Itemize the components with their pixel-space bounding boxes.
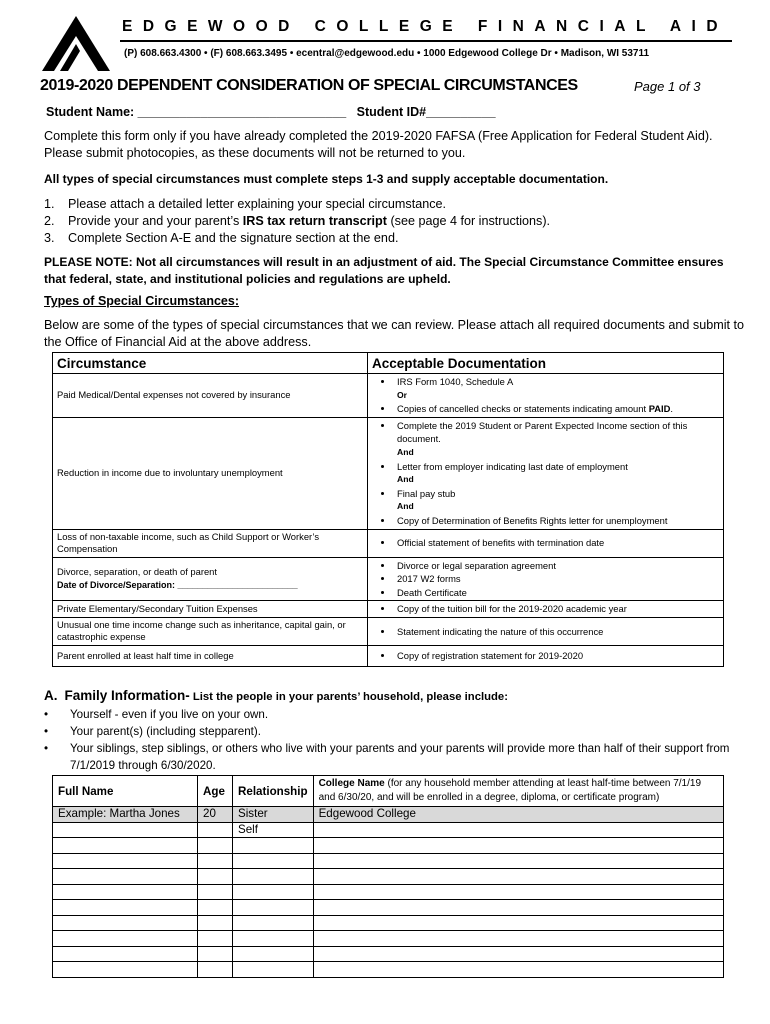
below-text: Below are some of the types of special circumstances that we can review. Please attach all required documents and submit to the Office of Financial Aid at the above address. <box>44 318 745 349</box>
college-cell: Edgewood College <box>313 807 723 823</box>
table-row[interactable] <box>53 900 724 916</box>
name-cell[interactable] <box>53 900 198 916</box>
table-row <box>53 374 724 418</box>
college-cell[interactable] <box>313 853 723 869</box>
table-row <box>53 617 724 645</box>
table-header-row <box>53 353 724 374</box>
relationship-cell[interactable] <box>233 946 314 962</box>
student-name-field[interactable]: Student Name: ______________________________ <box>46 105 347 119</box>
step-item: 2. Provide your and your parent’s IRS tax return transcript (see page 4 for instructions). <box>44 214 551 228</box>
circumstance-header: Circumstance <box>53 353 368 374</box>
documentation-cell: • Statement indicating the nature of this occurrence <box>368 617 724 645</box>
table-row <box>53 601 724 618</box>
age-cell[interactable] <box>198 931 233 947</box>
page-title: 2019-2020 DEPENDENT CONSIDERATION OF SPECIAL CIRCUMSTANCES <box>40 77 578 94</box>
age-cell[interactable] <box>198 869 233 885</box>
name-cell[interactable] <box>53 853 198 869</box>
relationship-cell[interactable] <box>233 931 314 947</box>
circumstance-cell: Paid Medical/Dental expenses not covered by insurance <box>53 374 368 418</box>
relationship-header: Relationship <box>233 776 314 807</box>
age-cell[interactable] <box>198 946 233 962</box>
documentation-cell: • IRS Form 1040, Schedule A Or • Copies of cancelled checks or statements indicating amount PAID. <box>368 374 724 418</box>
relationship-cell[interactable] <box>233 853 314 869</box>
table-row <box>53 417 724 529</box>
section-a-heading: A. Family Information- List the people in your parents’ household, please include: <box>44 688 508 703</box>
please-note: PLEASE NOTE: Not all circumstances will result in an adjustment of aid. The Special Circumstance Committee ensures that federal, state, and institutional policies and regulations are upheld. <box>44 255 724 286</box>
table-row[interactable] <box>53 931 724 947</box>
college-cell[interactable] <box>313 822 723 838</box>
college-cell[interactable] <box>313 946 723 962</box>
circumstance-cell: Loss of non-taxable income, such as Child Support or Worker’s Compensation <box>53 529 368 557</box>
relationship-cell: Sister <box>233 807 314 823</box>
circumstance-cell: Private Elementary/Secondary Tuition Expenses <box>53 601 368 618</box>
relationship-cell[interactable] <box>233 869 314 885</box>
student-id-field[interactable]: Student ID#__________ <box>356 105 496 119</box>
name-cell[interactable] <box>53 884 198 900</box>
college-name-header: College Name (for any household member attending at least half-time between 7/1/19 and 6/30/20, and will be enrolled in a degree, diploma, or certificate program) <box>313 776 723 807</box>
age-cell[interactable] <box>198 915 233 931</box>
age-cell[interactable] <box>198 822 233 838</box>
step-item: 3. Complete Section A-E and the signature section at the end. <box>44 231 399 245</box>
student-line <box>46 105 496 119</box>
age-cell[interactable] <box>198 853 233 869</box>
college-cell[interactable] <box>313 962 723 978</box>
header-rule <box>120 40 732 42</box>
list-item: • Your parent(s) (including stepparent). <box>44 725 261 738</box>
college-cell[interactable] <box>313 869 723 885</box>
college-cell[interactable] <box>313 838 723 854</box>
step-item: 1. Please attach a detailed letter explaining your special circumstance. <box>44 197 447 211</box>
age-cell: 20 <box>198 807 233 823</box>
table-row[interactable] <box>53 915 724 931</box>
edgewood-logo-icon <box>40 14 112 72</box>
college-name: EDGEWOOD COLLEGE FINANCIAL AID <box>122 18 729 35</box>
table-row[interactable] <box>53 884 724 900</box>
table-row[interactable] <box>53 838 724 854</box>
name-cell[interactable] <box>53 915 198 931</box>
age-cell[interactable] <box>198 900 233 916</box>
circumstance-cell: Divorce, separation, or death of parent Date of Divorce/Separation: ________________________ <box>53 557 368 601</box>
family-header-row <box>53 776 724 807</box>
relationship-cell[interactable] <box>233 915 314 931</box>
circumstance-cell: Unusual one time income change such as inheritance, capital gain, or catastrophic expense <box>53 617 368 645</box>
college-contact: (P) 608.663.4300 • (F) 608.663.3495 • ecentral@edgewood.edu • 1000 Edgewood College Dr • Madison, WI 53711 <box>124 48 650 59</box>
table-row[interactable] <box>53 962 724 978</box>
age-cell[interactable] <box>198 838 233 854</box>
table-row[interactable] <box>53 822 724 838</box>
age-header: Age <box>198 776 233 807</box>
documentation-header: Acceptable Documentation <box>368 353 724 374</box>
name-cell[interactable] <box>53 869 198 885</box>
name-cell[interactable] <box>53 946 198 962</box>
table-row <box>53 557 724 601</box>
age-cell[interactable] <box>198 962 233 978</box>
age-cell[interactable] <box>198 884 233 900</box>
documentation-cell: • Divorce or legal separation agreement • 2017 W2 forms • Death Certificate <box>368 557 724 601</box>
table-row[interactable] <box>53 869 724 885</box>
family-table <box>52 775 724 978</box>
documentation-cell: • Official statement of benefits with termination date <box>368 529 724 557</box>
circumstances-table <box>52 352 724 667</box>
circumstance-cell: Reduction in income due to involuntary unemployment <box>53 417 368 529</box>
types-heading: Types of Special Circumstances: <box>44 294 239 308</box>
name-cell[interactable] <box>53 838 198 854</box>
college-cell[interactable] <box>313 915 723 931</box>
divorce-date-field[interactable]: Date of Divorce/Separation: ________________________ <box>57 580 298 591</box>
section-a-bullets <box>44 706 744 774</box>
list-item: • Your siblings, step siblings, or others who live with your parents and your parents will provide more than half of their support from 7/1/2019 through 6/30/2020. <box>44 742 730 772</box>
college-cell[interactable] <box>313 931 723 947</box>
name-cell[interactable] <box>53 931 198 947</box>
table-row <box>53 529 724 557</box>
documentation-cell: • Complete the 2019 Student or Parent Expected Income section of this document. And • Letter from employer indicating last date of employment And • Final pay stub And • Copy of Determination of Benefits Rights letter for unemployment <box>368 417 724 529</box>
documentation-cell: • Copy of registration statement for 2019-2020 <box>368 645 724 666</box>
table-row <box>53 645 724 666</box>
relationship-cell[interactable] <box>233 900 314 916</box>
documentation-cell: • Copy of the tuition bill for the 2019-2020 academic year <box>368 601 724 618</box>
college-cell[interactable] <box>313 900 723 916</box>
relationship-cell: Self <box>233 822 314 838</box>
intro-text: Complete this form only if you have already completed the 2019-2020 FAFSA (Free Application for Federal Student Aid). Please submit photocopies, as these documents will not be returned to you. <box>44 129 713 160</box>
table-row <box>53 807 724 823</box>
relationship-cell[interactable] <box>233 962 314 978</box>
name-cell[interactable] <box>53 822 198 838</box>
college-cell[interactable] <box>313 884 723 900</box>
table-row[interactable] <box>53 946 724 962</box>
circumstance-cell: Parent enrolled at least half time in college <box>53 645 368 666</box>
name-cell: Example: Martha Jones <box>53 807 198 823</box>
page-number: Page 1 of 3 <box>634 79 701 94</box>
table-row[interactable] <box>53 853 724 869</box>
steps-list <box>44 196 734 247</box>
list-item: • Yourself - even if you live on your own. <box>44 708 269 721</box>
relationship-cell[interactable] <box>233 838 314 854</box>
name-cell[interactable] <box>53 962 198 978</box>
full-name-header: Full Name <box>53 776 198 807</box>
relationship-cell[interactable] <box>233 884 314 900</box>
all-types-text: All types of special circumstances must complete steps 1-3 and supply acceptable documentation. <box>44 172 609 186</box>
